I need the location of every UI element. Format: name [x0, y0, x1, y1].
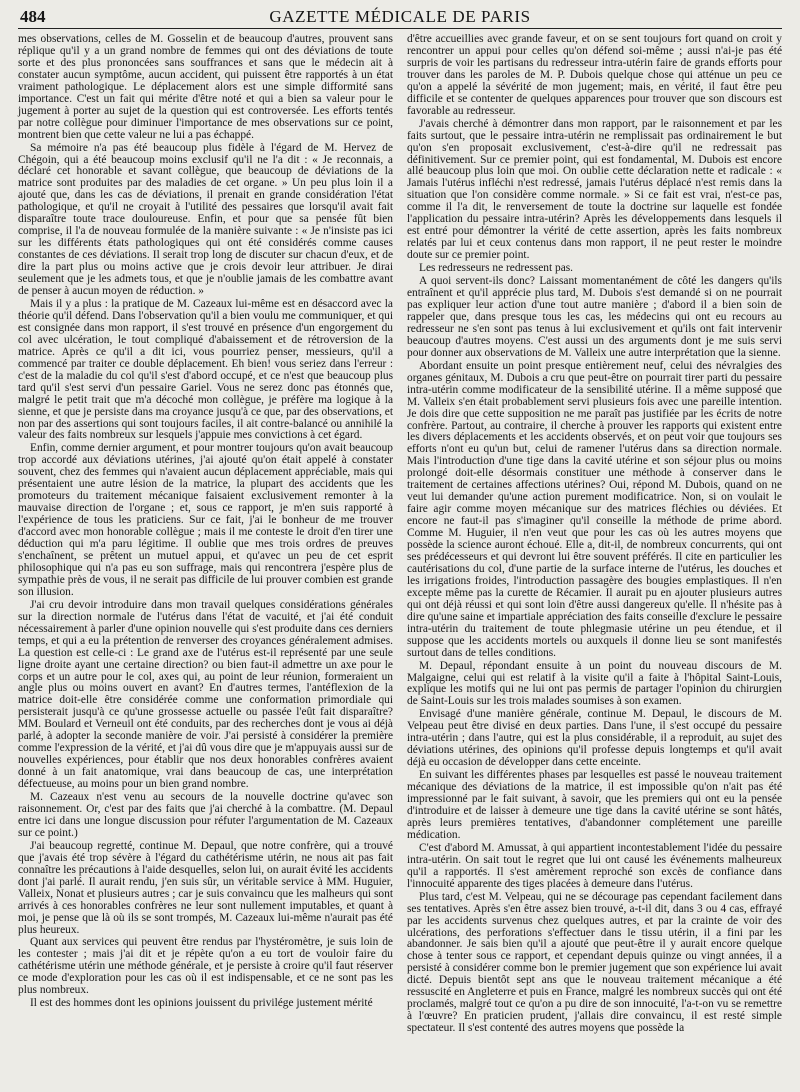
paragraph: Enfin, comme dernier argument, et pour montrer toujours qu'on avait beaucoup trop accordé aux déviations utérines, j'ai ajouté qu'on était appelé à constater souvent, chez des femmes qui n'avaient aucun déplacement appréciable, mais qui présentaient une autre lésion de la matrice, la plupart des accidents que les promoteurs du traitement mécanique faisaient exclusivement remonter à la mauvaise direction de l'organe ; et, sous ce rapport, je m'en suis rapporté à l'expérience de tous les praticiens. Sur ce fait, j'ai le bonheur de me trouver d'accord avec mon honorable collègue ; mais il me conteste le droit d'en tirer une déduction qui m'a paru légitime. Il oublie que mes trois ordres de preuves s'enchaînent, se prêtent un mutuel appui, et qu'avec un peu de cet esprit philosophique qui n'a pas eu son suffrage, mais qui rencontrera j'espère plus de sympathie près de vous, il ne serait pas difficile de lui prouver combien est grande son illusion.: [18, 442, 393, 598]
paragraph: M. Depaul, répondant ensuite à un point du nouveau discours de M. Malgaigne, celui qui est relatif à la visite qu'il a faite à l'hôpital Saint-Louis, explique les motifs qui ne lui ont pas permis de partager l'opinion du chirurgien de Saint-Louis sur les trois malades soumises à son examen.: [407, 659, 782, 708]
paragraph: Quant aux services qui peuvent être rendus par l'hystéromètre, je suis loin de les contester ; mais j'ai dit et je répète qu'on a eu tort de vouloir faire du cathétérisme utérin une méthode générale, et je persiste à croire qu'il faut réserver ce mode d'exploration pour les cas où il est indispensable, et ce ne sont pas les plus nombreux.: [18, 936, 393, 997]
paragraph: d'être accueillies avec grande faveur, et on se sent toujours fort quand on croit y rencontrer un appui pour celles qu'on défend soi-même ; aussi n'ai-je pas été surpris de voir les partisans du redresseur intra-utérin faire de grands efforts pour trouver dans les paroles de M. P. Dubois quelque chose qui atténue un peu ce qu'on a appelé la sévérité de mon jugement; mais, en vérité, il faut être peu difficile et se contenter de quelques apparences pour trouver que son discours est favorable au redresseur.: [407, 33, 782, 117]
journal-title: GAZETTE MÉDICALE DE PARIS: [269, 7, 531, 26]
paragraph: En suivant les différentes phases par lesquelles est passé le nouveau traitement mécanique des déviations de la matrice, il est impossible qu'on n'ait pas été impressionné par le fait suivant, à savoir, que les premiers qui ont eu la pensée d'introduire et de laisser à demeure une tige dans la cavité utérine se sont hâtés, après leurs premières tentatives, d'abandonner complétement une pareille médication.: [407, 769, 782, 841]
paragraph: C'est d'abord M. Amussat, à qui appartient incontestablement l'idée du pessaire intra-utérin. On sait tout le regret que lui ont causé les événements malheureux qu'il a rapportés. Il s'est amèrement reproché son excès de confiance dans l'innocuité apparente des tiges placées à demeure dans l'utérus.: [407, 841, 782, 890]
page-header: [18, 6, 782, 29]
paragraph: J'avais cherché à démontrer dans mon rapport, par le raisonnement et par les faits surtout, que le pessaire intra-utérin ne remplissait pas ordinairement le but qu'on s'en proposait exclusivement, c'est-à-dire qu'il ne redressait pas définitivement. Sur ce premier point, qui est fondamental, M. Dubois est encore allé beaucoup plus loin que moi. On oublie cette déclaration nette et radicale : « Jamais l'utérus infléchi n'est redressé, jamais l'utérus déplacé n'est remis dans la situation que l'on considère comme normale. » Si ce fait est vrai, n'est-ce pas, comme il l'a dit, le renversement de toute la doctrine sur laquelle est fondée l'application du pessaire intra-utérin? Après les développements dans lesquels il est entré pour démontrer la vérité de cette assertion, après les faits nombreux relatés par lui et ceux contenus dans mon rapport, il ne peut rester le moindre doute sur ce premier point.: [407, 117, 782, 262]
paragraph: J'ai beaucoup regretté, continue M. Depaul, que notre confrère, qui a trouvé que j'avais été trop sévère à l'égard du cathétérisme utérin, ne nous ait pas fait connaître les précautions à l'aide desquelles, selon lui, on aurait évité les accidents dont j'ai parlé. Il aurait rendu, j'en suis sûr, un véritable service à MM. Huguier, Valleix, Nonat et plusieurs autres ; car je suis convaincu que les malheurs qui sont arrivés à ces honorables confrères ne leur sont nullement imputables, et quant à moi, je pense que là où ils se sont trompés, M. Cazeaux lui-même n'aurait pas été plus heureux.: [18, 839, 393, 936]
paragraph: Envisagé d'une manière générale, continue M. Depaul, le discours de M. Velpeau peut être divisé en deux parties. Dans l'une, il s'est occupé du pessaire intra-utérin ; dans l'autre, qui est la plus considérable, il a reproduit, au sujet des déviations utérines, des opinions qu'il professe depuis longtemps et qu'il avait déjà eu occasion de développer dans cette enceinte.: [407, 708, 782, 769]
paragraph: A quoi servent-ils donc? Laissant momentanément de côté les dangers qu'ils entraînent et qu'il apprécie plus tard, M. Dubois s'est demandé si on ne pourrait pas expliquer leur action d'une tout autre manière ; d'abord il a bien soin de rappeler que, dans presque tous les cas, les médecins qui ont eu recours au redresseur ne s'en sont pas tenus à lui exclusivement et qu'ils ont fait intervenir beaucoup d'autres moyens. C'est aussi un des arguments dont je me suis servi pour donner aux observations de M. Valleix une autre interprétation que la sienne.: [407, 275, 782, 359]
left-column: [18, 34, 393, 1035]
paragraph: Mais il y a plus : la pratique de M. Cazeaux lui-même est en désaccord avec la théorie qu'il défend. Dans l'observation qu'il a bien voulu me communiquer, et qui est consignée dans mon rapport, il s'est trouvé en présence d'un engorgement du col avec ulcération, le tout compliqué d'abaissement et de rétroversion de la matrice. Après ce qu'il a dit ici, vous pourriez penser, messieurs, qu'il a commencé par traiter ce double déplacement. Eh bien! vous seriez dans l'erreur : c'est de la maladie du col qu'il s'est d'abord occupé, et ce n'est que beaucoup plus tard qu'il s'est servi d'un pessaire Gariel. Vous ne serez donc pas étonnés que, malgré le petit trait que m'a décoché mon collègue, je préfère ma logique à la sienne, et que je persiste dans ma croyance jusqu'à ce que, par des observations, et non par des assertions qui sont toujours faciles, il ait contre-balancé ou annihilé la valeur des faits nombreux sur lesquels j'appuie mes convictions à cet égard.: [18, 297, 393, 442]
text-columns: [18, 34, 782, 1035]
paragraph: Sa mémoire n'a pas été beaucoup plus fidèle à l'égard de M. Hervez de Chégoin, qui a été beaucoup moins exclusif qu'il ne l'a dit : « Je reconnais, a déclaré cet honorable et savant collègue, que beaucoup de déviations de la matrice sont produites par des maladies de cet organe. » Un peu plus loin il a ajouté que, dans les cas de déviations, il prenait en grande considération l'état pathologique, et qu'il ne croyait à l'utilité des pessaires que lorsqu'il avait fait disparaître toute trace douloureuse. Enfin, et pour que sa pensée fût bien comprise, il l'a de nouveau formulée de la manière suivante : « Je n'insiste pas ici sur les différents états pathologiques qui ont été considérés comme causes constantes de ces déviations. Il serait trop long de discuter sur chacun d'eux, et de dire la part plus ou moins active que je crois devoir leur attribuer. Je dirai seulement que je les admets tous, et que je n'oublie jamais de les combattre avant de penser à aucun moyen de réduction. »: [18, 141, 393, 298]
paragraph: M. Cazeaux n'est venu au secours de la nouvelle doctrine qu'avec son raisonnement. Or, c'est par des faits que j'ai cherché à la combattre. (M. Depaul entre ici dans une longue discussion pour réfuter l'argumentation de M. Cazeaux sur ce point.): [18, 791, 393, 839]
right-column: [407, 34, 782, 1035]
page-number: 484: [20, 7, 46, 26]
paragraph: J'ai cru devoir introduire dans mon travail quelques considérations générales sur la direction normale de l'utérus dans l'état de vacuité, et j'ai été conduit nécessairement à parler d'une opinion nouvelle qui s'est produite dans ces derniers temps, et qui a eu la prétention de renverser des croyances généralement admises. La question est celle-ci : Le grand axe de l'utérus est-il représenté par une seule ligne droite ayant une certaine direction? ou bien faut-il admettre un axe pour le corps et un autre pour le col, axes qui, au point de leur réunion, formeraient un angle plus ou moins ouvert en avant? En d'autres termes, l'antéflexion de la matrice doit-elle être considérée comme une conformation primordiale qui persisterait jusqu'à ce qu'une grossesse actuelle ou passée l'eût fait disparaître? MM. Boulard et Verneuil ont été conduits, par des recherches dont je vous ai déjà parlé, à adopter la seconde manière de voir. J'ai persisté à considérer la première comme l'expression de la vérité, et j'ai dû vous dire que je m'appuyais aussi sur de nouvelles expériences, pour établir que nos deux honorables confrères avaient donné à un fait anatomique, vrai dans beaucoup de cas, une interprétation défectueuse, au moins pour un bien grand nombre.: [18, 598, 393, 791]
paragraph: Il est des hommes dont les opinions jouissent du privilége justement mérité: [30, 997, 373, 1010]
paragraph: mes observations, celles de M. Gosselin et de beaucoup d'autres, prouvent sans réplique qu'il y a un grand nombre de femmes qui ont des déviations de toute sorte et des plus prononcées sans souffrances et sans que le médecin ait à constater aucun symptôme, aucun accident, qui puissent être rapportés à un état vraiment pathologique. Le déplacement alors est une simple difformité sans importance. C'est un fait qui mérite d'être noté et qui a bien sa valeur pour le jugement à porter au sujet de la question qui est controversée. Les efforts tentés par notre collègue pour diminuer l'importance de mes observations sur ce point, montrent bien que cette valeur ne lui a pas échappé.: [18, 33, 393, 141]
paragraph: Abordant ensuite un point presque entièrement neuf, celui des névralgies des organes génitaux, M. Dubois a cru que peut-être on pourrait tirer parti du pessaire intra-utérin comme modificateur de la sensibilité utérine. Il a même supposé que M. Valleix s'en était probablement servi plusieurs fois avec une pareille intention. Je dois dire que cette supposition ne me paraît pas justifiée par les écrits de notre confrère. Partout, au contraire, il cherche à prouver les rapports qui existent entre les divers déplacements et les accidents observés, et on peut voir que toujours ses efforts n'ont eu qu'un but, celui de ramener l'utérus dans sa direction normale. Mais l'introduction d'une tige dans la cavité utérine et son séjour plus ou moins prolongé doit-elle désormais constituer une méthode à conserver dans le traitement de certaines affections utérines? Oui, répond M. Dubois, quand on ne veut lui demander qu'une action purement modificatrice. Non, si on voulait le faire agir comme moyen mécanique sur des matrices fléchies ou déviées. Et encore ne faut-il pas s'imaginer qu'il conseille la méthode de prime abord. Comme M. Huguier, il n'en veut que pour les cas où les autres moyens que possède la science auront échoué. Elle a, dit-il, de nombreux concurrents, qui ont ses prédécesseurs et qui devront lui être souvent préférés. Il cite en particulier les cautérisations du col, d'une partie de la surface interne de l'utérus, les douches et les irrigations froides, l'introduction passagère des bougies emplastiques. Il n'en excepte même pas la curette de Récamier. Il aurait pu en ajouter plusieurs autres qui ont déjà réussi et qui sont loin d'être aussi dangereux qu'elle. Il n'hésite pas à dire qu'une saine et impartiale appréciation des faits conseille d'exclure le pessaire intra-utérin du traitement de toute phlegmasie utérine un peu étendue, et il suppose que les accidents mortels ou auxquels il donne lieu se sont manifestés surtout dans de telles conditions.: [407, 359, 782, 659]
paragraph: Les redresseurs ne redressent pas.: [419, 262, 574, 275]
paragraph: Plus tard, c'est M. Velpeau, qui ne se décourage pas cependant facilement dans ses tentatives. Après s'en être assez bien trouvé, a-t-il dit, dans 3 ou 4 cas, effrayé par les accidents survenus chez quelques autres, et par la crainte de voir des ulcérations, des perforations s'effectuer dans le tissu utérin, il a fini par les abandonner. Je sais bien qu'il a ajouté que peut-être il y aurait encore quelque chose à tenter sous ce rapport, et cependant depuis quinze ou vingt années, il a persisté à considérer comme bon le premier jugement que son expérience lui avait dicté. Depuis bientôt sept ans que le nouveau traitement mécanique a été ressuscité en Angleterre et puis en France, malgré les nombreux succès qui ont été proclamés, malgré tout ce qu'on a pu dire de son innocuité, l'a-t-on vu se remettre à l'œuvre? En praticien prudent, j'allais dire convaincu, il est resté simple spectateur. Il s'est contenté des autres moyens que possède la: [407, 890, 782, 1035]
